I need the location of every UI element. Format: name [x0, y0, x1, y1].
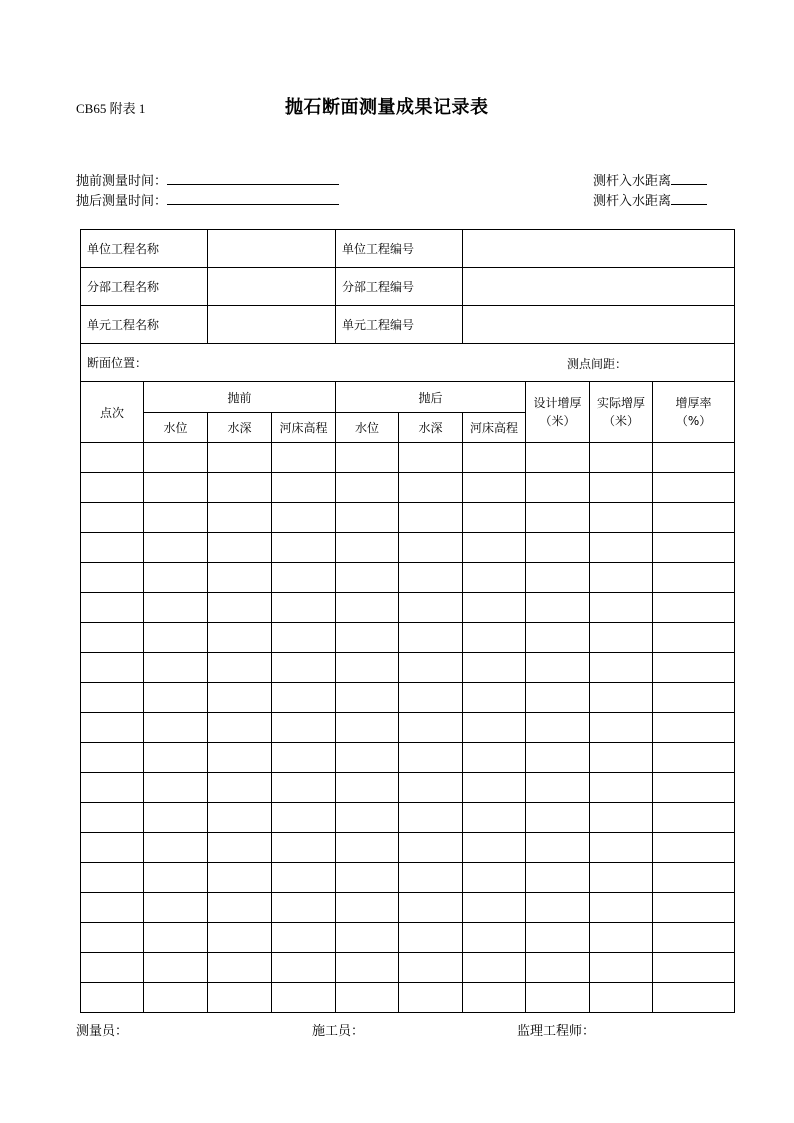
table-cell[interactable] [526, 863, 590, 893]
table-cell[interactable] [463, 653, 526, 683]
table-cell[interactable] [81, 713, 144, 743]
table-cell[interactable] [399, 503, 463, 533]
table-cell[interactable] [590, 443, 653, 473]
table-cell[interactable] [526, 473, 590, 503]
table-cell[interactable] [208, 773, 272, 803]
table-cell[interactable] [399, 833, 463, 863]
table-row [81, 953, 735, 983]
table-cell[interactable] [81, 743, 144, 773]
info-row-sub [81, 268, 735, 306]
table-cell[interactable] [463, 533, 526, 563]
col-before-riverbed-elev: 河床高程 [272, 413, 336, 443]
table-cell[interactable] [81, 653, 144, 683]
table-cell[interactable] [208, 893, 272, 923]
table-cell[interactable] [81, 893, 144, 923]
table-cell[interactable] [653, 983, 735, 1013]
rod-distance-2-label: 测杆入水距离 [593, 194, 672, 209]
table-cell[interactable] [81, 503, 144, 533]
table-cell[interactable] [653, 533, 735, 563]
table-cell[interactable] [81, 923, 144, 953]
table-cell[interactable] [463, 503, 526, 533]
table-cell[interactable] [463, 473, 526, 503]
table-cell[interactable] [336, 803, 399, 833]
pre-survey-time-field[interactable] [167, 172, 339, 185]
table-row [81, 683, 735, 713]
table-cell[interactable] [653, 713, 735, 743]
table-cell[interactable] [399, 893, 463, 923]
table-cell[interactable] [144, 863, 208, 893]
table-cell[interactable] [336, 683, 399, 713]
table-row [81, 893, 735, 923]
table-cell[interactable] [144, 743, 208, 773]
table-cell[interactable] [463, 773, 526, 803]
table-cell[interactable] [526, 833, 590, 863]
table-cell[interactable] [526, 683, 590, 713]
table-cell[interactable] [653, 953, 735, 983]
table-cell[interactable] [463, 563, 526, 593]
table-cell[interactable] [653, 443, 735, 473]
table-row [81, 653, 735, 683]
col-after: 抛后 [336, 382, 526, 413]
table-cell[interactable] [463, 863, 526, 893]
table-cell[interactable] [526, 923, 590, 953]
col-thickness-rate [653, 382, 735, 443]
table-cell[interactable] [463, 833, 526, 863]
table-cell[interactable] [208, 623, 272, 653]
table-row [81, 443, 735, 473]
surveyor-signature: 测量员： [76, 1024, 129, 1039]
col-after-water-depth: 水深 [399, 413, 463, 443]
table-cell[interactable] [653, 503, 735, 533]
table-cell[interactable] [81, 533, 144, 563]
table-row [81, 503, 735, 533]
post-survey-time-label: 抛后测量时间： [76, 194, 168, 209]
sub-project-name-label: 分部工程名称 [81, 268, 208, 306]
table-cell[interactable] [336, 773, 399, 803]
table-cell[interactable] [272, 803, 336, 833]
table-cell[interactable] [399, 773, 463, 803]
table-cell[interactable] [653, 593, 735, 623]
table-cell[interactable] [336, 983, 399, 1013]
table-row [81, 773, 735, 803]
table-cell[interactable] [208, 533, 272, 563]
table-cell[interactable] [272, 833, 336, 863]
point-spacing-label: 测点间距： [567, 357, 628, 371]
form-code: CB65 附表 1 [76, 101, 146, 116]
table-cell[interactable] [208, 953, 272, 983]
table-row [81, 983, 735, 1013]
design-thickness-unit: （米） [539, 414, 576, 428]
post-survey-time-field[interactable] [167, 192, 339, 205]
unit-project-no-label: 单位工程编号 [336, 230, 463, 268]
table-cell[interactable] [526, 773, 590, 803]
col-design-thickness [526, 382, 590, 443]
table-cell[interactable] [336, 953, 399, 983]
table-cell[interactable] [336, 623, 399, 653]
sub-project-no-label: 分部工程编号 [336, 268, 463, 306]
table-cell[interactable] [399, 743, 463, 773]
page-title: 抛石断面测量成果记录表 [285, 97, 489, 118]
table-cell[interactable] [399, 983, 463, 1013]
table-cell[interactable] [590, 473, 653, 503]
table-cell[interactable] [144, 683, 208, 713]
table-cell[interactable] [144, 623, 208, 653]
rod-distance-1-label: 测杆入水距离 [593, 174, 672, 189]
table-cell[interactable] [144, 653, 208, 683]
pre-survey-time [76, 170, 339, 189]
table-cell[interactable] [81, 863, 144, 893]
table-cell[interactable] [526, 893, 590, 923]
table-cell[interactable] [590, 623, 653, 653]
element-project-no-value[interactable] [463, 306, 735, 344]
table-cell[interactable] [399, 473, 463, 503]
table-cell[interactable] [144, 443, 208, 473]
table-cell[interactable] [336, 503, 399, 533]
element-project-name-label: 单元工程名称 [81, 306, 208, 344]
table-cell[interactable] [653, 863, 735, 893]
table-cell[interactable] [272, 563, 336, 593]
thickness-rate-label: 增厚率 [675, 396, 712, 410]
table-cell[interactable] [272, 533, 336, 563]
table-cell[interactable] [590, 683, 653, 713]
table-cell[interactable] [463, 443, 526, 473]
table-cell[interactable] [208, 443, 272, 473]
table-cell[interactable] [590, 983, 653, 1013]
col-after-riverbed-elev: 河床高程 [463, 413, 526, 443]
table-cell[interactable] [208, 833, 272, 863]
table-cell[interactable] [144, 833, 208, 863]
table-cell[interactable] [399, 803, 463, 833]
table-cell[interactable] [590, 953, 653, 983]
table-cell[interactable] [526, 653, 590, 683]
table-cell[interactable] [336, 533, 399, 563]
table-row [81, 563, 735, 593]
table-cell[interactable] [81, 473, 144, 503]
table-cell[interactable] [590, 863, 653, 893]
sub-project-name-value[interactable] [208, 268, 336, 306]
table-cell[interactable] [272, 443, 336, 473]
unit-project-name-label: 单位工程名称 [81, 230, 208, 268]
rod-distance-1-field[interactable] [671, 172, 707, 185]
table-cell[interactable] [463, 623, 526, 653]
thickness-rate-unit: （%） [675, 414, 712, 428]
table-row [81, 713, 735, 743]
table-cell[interactable] [399, 923, 463, 953]
table-cell[interactable] [590, 773, 653, 803]
section-info-row [81, 344, 735, 382]
table-cell[interactable] [463, 893, 526, 923]
table-cell[interactable] [272, 923, 336, 953]
table-cell[interactable] [144, 503, 208, 533]
table-cell[interactable] [526, 953, 590, 983]
table-cell[interactable] [272, 953, 336, 983]
table-cell[interactable] [144, 593, 208, 623]
table-cell[interactable] [144, 563, 208, 593]
table-cell[interactable] [208, 803, 272, 833]
table-cell[interactable] [526, 563, 590, 593]
table-cell[interactable] [144, 473, 208, 503]
table-cell[interactable] [144, 713, 208, 743]
table-cell[interactable] [272, 983, 336, 1013]
table-cell[interactable] [590, 563, 653, 593]
table-cell[interactable] [81, 803, 144, 833]
element-project-name-value[interactable] [208, 306, 336, 344]
table-cell[interactable] [653, 623, 735, 653]
design-thickness-label: 设计增厚 [533, 396, 582, 410]
table-cell[interactable] [526, 983, 590, 1013]
table-cell[interactable] [399, 713, 463, 743]
table-cell[interactable] [590, 503, 653, 533]
table-row [81, 743, 735, 773]
table-cell[interactable] [208, 743, 272, 773]
table-cell[interactable] [272, 683, 336, 713]
table-cell[interactable] [653, 833, 735, 863]
table-cell[interactable] [653, 653, 735, 683]
unit-project-no-value[interactable] [463, 230, 735, 268]
post-survey-time [76, 190, 339, 209]
table-cell[interactable] [399, 443, 463, 473]
table-cell[interactable] [590, 653, 653, 683]
table-cell[interactable] [590, 833, 653, 863]
table-cell[interactable] [81, 773, 144, 803]
table-cell[interactable] [399, 653, 463, 683]
actual-thickness-unit: （米） [603, 414, 640, 428]
table-cell[interactable] [272, 773, 336, 803]
table-cell[interactable] [463, 713, 526, 743]
table-cell[interactable] [208, 653, 272, 683]
table-cell[interactable] [144, 893, 208, 923]
table-cell[interactable] [272, 593, 336, 623]
table-cell[interactable] [208, 713, 272, 743]
table-cell[interactable] [272, 713, 336, 743]
table-row [81, 473, 735, 503]
table-cell[interactable] [81, 983, 144, 1013]
col-actual-thickness [590, 382, 653, 443]
table-cell[interactable] [144, 923, 208, 953]
table-cell[interactable] [336, 923, 399, 953]
table-cell[interactable] [272, 503, 336, 533]
table-cell[interactable] [526, 503, 590, 533]
section-position-label: 断面位置： [87, 356, 148, 370]
table-cell[interactable] [463, 803, 526, 833]
supervisor-signature: 监理工程师： [517, 1024, 596, 1039]
table-cell[interactable] [144, 533, 208, 563]
table-cell[interactable] [399, 953, 463, 983]
data-rows [81, 443, 735, 1013]
table-cell[interactable] [463, 953, 526, 983]
table-row [81, 533, 735, 563]
table-cell[interactable] [144, 983, 208, 1013]
element-project-no-label: 单元工程编号 [336, 306, 463, 344]
table-cell[interactable] [526, 593, 590, 623]
table-cell[interactable] [81, 833, 144, 863]
table-cell[interactable] [653, 683, 735, 713]
table-cell[interactable] [144, 953, 208, 983]
table-cell[interactable] [336, 863, 399, 893]
col-point: 点次 [81, 382, 144, 443]
table-cell[interactable] [399, 863, 463, 893]
header-row-1 [81, 382, 735, 413]
table-cell[interactable] [463, 923, 526, 953]
table-cell[interactable] [590, 923, 653, 953]
unit-project-name-value[interactable] [208, 230, 336, 268]
col-before: 抛前 [144, 382, 336, 413]
table-cell[interactable] [144, 773, 208, 803]
table-cell[interactable] [399, 563, 463, 593]
table-cell[interactable] [399, 623, 463, 653]
table-cell[interactable] [336, 833, 399, 863]
table-cell[interactable] [463, 683, 526, 713]
table-cell[interactable] [336, 743, 399, 773]
table-cell[interactable] [526, 443, 590, 473]
table-cell[interactable] [590, 593, 653, 623]
table-cell[interactable] [336, 593, 399, 623]
rod-distance-2-field[interactable] [671, 192, 707, 205]
info-row-unit [81, 230, 735, 268]
sub-project-no-value[interactable] [463, 268, 735, 306]
table-cell[interactable] [590, 713, 653, 743]
pre-survey-time-label: 抛前测量时间： [76, 174, 168, 189]
table-cell[interactable] [272, 653, 336, 683]
table-cell[interactable] [590, 803, 653, 833]
table-cell[interactable] [526, 713, 590, 743]
actual-thickness-label: 实际增厚 [597, 396, 646, 410]
table-cell[interactable] [526, 803, 590, 833]
table-cell[interactable] [590, 533, 653, 563]
table-cell[interactable] [81, 593, 144, 623]
table-cell[interactable] [208, 863, 272, 893]
table-cell[interactable] [526, 623, 590, 653]
table-cell[interactable] [653, 893, 735, 923]
table-cell[interactable] [653, 803, 735, 833]
table-cell[interactable] [590, 743, 653, 773]
col-after-water-level: 水位 [336, 413, 399, 443]
table-cell[interactable] [272, 863, 336, 893]
table-cell[interactable] [208, 593, 272, 623]
table-row [81, 803, 735, 833]
table-cell[interactable] [81, 443, 144, 473]
table-cell[interactable] [399, 683, 463, 713]
table-cell[interactable] [208, 983, 272, 1013]
table-cell[interactable] [399, 533, 463, 563]
table-row [81, 863, 735, 893]
table-cell[interactable] [336, 473, 399, 503]
constructor-signature: 施工员： [312, 1024, 365, 1039]
table-cell[interactable] [336, 563, 399, 593]
table-cell[interactable] [208, 683, 272, 713]
table-cell[interactable] [399, 593, 463, 623]
table-cell[interactable] [526, 533, 590, 563]
table-cell[interactable] [144, 803, 208, 833]
table-cell[interactable] [653, 563, 735, 593]
table-row [81, 923, 735, 953]
table-cell[interactable] [463, 743, 526, 773]
table-cell[interactable] [81, 623, 144, 653]
survey-record-table [80, 229, 735, 1013]
table-row [81, 623, 735, 653]
table-cell[interactable] [653, 743, 735, 773]
table-cell[interactable] [653, 923, 735, 953]
table-cell[interactable] [336, 653, 399, 683]
rod-distance-1 [593, 170, 707, 189]
table-cell[interactable] [81, 953, 144, 983]
table-cell[interactable] [463, 593, 526, 623]
table-cell[interactable] [272, 623, 336, 653]
table-cell[interactable] [590, 893, 653, 923]
table-cell[interactable] [272, 743, 336, 773]
table-cell[interactable] [208, 473, 272, 503]
table-cell[interactable] [336, 893, 399, 923]
table-cell[interactable] [653, 773, 735, 803]
section-info-cell[interactable] [81, 344, 735, 382]
col-before-water-level: 水位 [144, 413, 208, 443]
table-row [81, 593, 735, 623]
table-cell[interactable] [208, 563, 272, 593]
table-row [81, 833, 735, 863]
info-row-element [81, 306, 735, 344]
table-cell[interactable] [208, 503, 272, 533]
rod-distance-2 [593, 190, 707, 209]
table-cell[interactable] [336, 443, 399, 473]
table-cell[interactable] [208, 923, 272, 953]
table-cell[interactable] [272, 473, 336, 503]
table-cell[interactable] [81, 563, 144, 593]
table-cell[interactable] [526, 743, 590, 773]
table-cell[interactable] [81, 683, 144, 713]
table-cell[interactable] [272, 893, 336, 923]
table-cell[interactable] [336, 713, 399, 743]
col-before-water-depth: 水深 [208, 413, 272, 443]
table-cell[interactable] [463, 983, 526, 1013]
table-cell[interactable] [653, 473, 735, 503]
